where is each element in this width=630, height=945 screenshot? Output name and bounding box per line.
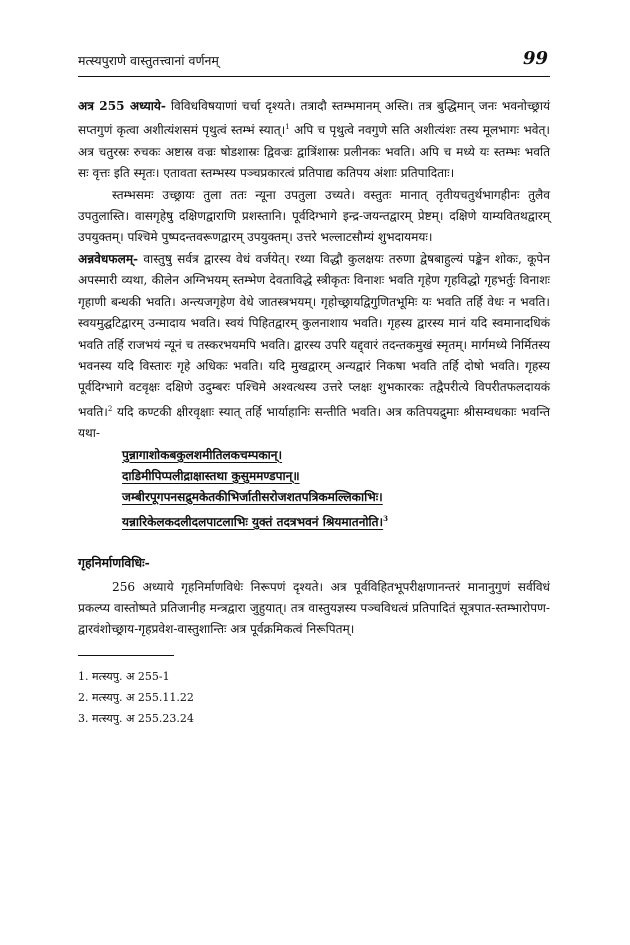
verse-line: जम्बीरपूगपनसद्रुमकेतकीभिर्जातीसरोजशतपत्रिकमल्लिकाभिः।	[122, 489, 383, 504]
footnote-marker[interactable]: 1	[285, 123, 290, 132]
running-title: मत्स्यपुराणे वास्तुतत्त्वानां वर्णनम्	[78, 53, 219, 68]
paragraph-text: वास्तुषु सर्वत्र द्वारस्य वेधं वर्जयेत्। रथ्या विद्धौ कुलक्षयः तरुणा द्वेषबाहुल्यं पङ्केन शोकः, कूपेन अपस्मारी व्यथा, कीलेन अग्निभयम् स्तम्भेण देवताविद्धे स्त्रीकृतः विनाशः भवति गृहेण गृहविद्धो गृहभर्तुः विनाशः गृहाणी बन्धकी भवति। अन्त्यजगृहेण वेधे जातस्त्रभयम्। गृहोच्छ्रायद्विगुणितभूमिः यः भवति तर्हि वेधः न भवति। स्वयमुद्घटिद्वारम् उन्मादाय भवति। स्वयं पिहितद्वारम् कुलनाशाय भवति। गृहस्य द्वारस्य मानं यदि स्वमानादधिकं भवति तर्हि राजभयं न्यूनं च तस्करभयमपि भवति। द्वारस्य उपरि यद्द्वारं तदन्तकमुखं स्मृतम्। मार्गमध्ये निर्मितस्य भवनस्य यदि विस्तारः गृहे अधिकः भवति। यदि मुखद्वारम् अन्यद्वारं निकषा भवति तर्हि दोषो भवति। गृहस्य पूर्वदिग्भागे वटवृक्षः दक्षिणे उदुम्बरः पश्चिमे अश्वत्थस्य उत्तरे प्लक्षः शुभकारकः तद्वैपरीत्ये विपरीतफलदायकं भवति।	[78, 251, 550, 419]
chapter-lead: अत्र 255 अध्याये-	[78, 99, 166, 113]
paragraph-text: अपि च पृथुत्वे नवगुणे सति अशीत्यंशः तस्य मूलभागः भवेत्। अत्र चतुरस्रः रुचकः अष्टास्र वज्रः षोडशास्रः द्विवज्रः द्वात्रिंशास्रः प्रलीनकः भवति। अपि च मध्ये यः स्तम्भः भवति सः वृत्तः इति स्मृतः। एतावता स्तम्भस्य पञ्चप्रकारत्वं प्रतिपाद्य कतिपय अंशाः प्रतिपादिताः।	[78, 123, 551, 181]
footnote: 2. मत्स्यपु. अ 255.11.22	[78, 690, 194, 704]
vedha-lead: अन्नवेधफलम्-	[78, 251, 139, 266]
paragraph-vedha	[78, 249, 550, 445]
verse-line: दाडिमीपिप्पलीद्राक्षास्तथा कुसुममण्डपान्॥	[122, 468, 300, 483]
page-number: 99	[522, 48, 548, 69]
footnote: 1. मत्स्यपु. अ 255-1	[78, 669, 170, 683]
paragraph-chapter-255	[78, 96, 550, 185]
verse-block	[122, 445, 550, 533]
footnotes	[78, 666, 550, 729]
page-body	[78, 96, 550, 729]
paragraph-text: यदि कण्टकी क्षीरवृक्षाः स्यात् तर्हि भार्याहानिः सन्तीति भवति। अत्र कतिपयद्रुमाः श्रीसम्वधकाः भवन्ति यथा-	[78, 404, 550, 441]
footnote-marker[interactable]: 2	[107, 404, 113, 413]
header-rule	[78, 76, 550, 77]
paragraph-tula: स्तम्भसमः उच्छ्रायः तुला ततः न्यूना उपतुला उच्यते। वस्तुतः मानात् तृतीयचतुर्थभागहीनः तुलैव उपतुलास्ति। वासगृहेषु दक्षिणद्वाराणि प्रशस्तानि। पूर्वदिग्भागे इन्द्र-जयन्तद्वारम् प्रेष्टम्। दक्षिणे याम्यवितथद्वारम् उपयुक्तम्। पश्चिमे पुष्पदन्तवरूणद्वारम् उपयुक्तम्। उत्तरे भल्लाटसौम्यं शुभदायमयः।	[78, 187, 550, 245]
footnote: 3. मत्स्यपु. अ 255.23.24	[78, 711, 194, 725]
footnote-marker[interactable]: 3	[383, 513, 389, 523]
footnote-rule	[78, 655, 174, 656]
section-heading: गृहनिर्माणविधिः-	[78, 554, 150, 570]
paragraph-text: विविधविषयाणां चर्चा दृश्यते। तत्रादौ स्तम्भमानम् अस्ति। तत्र बुद्धिमान् जनः भवनोच्छ्रायं सप्तगुणं कृत्वा अशीत्यंशसमं पृथुत्वं स्तम्भं स्यात्।	[78, 99, 550, 138]
paragraph-chapter-256: 256 अध्याये गृहनिर्माणविधेः निरूपणं दृश्यते। अत्र पूर्वविहितभूपरीक्षणानन्तरं मानानुगुणं सर्वविधं प्रकल्प्य वास्तोष्पते प्रतिजानीह मन्त्रद्वारा जुहुयात्। तत्र वास्तुयज्ञस्य पञ्चविधत्वं प्रतिपादितं सूत्रपात-स्तम्भारोपण-द्वारवंशोच्छ्राय-गृहप्रवेश-वास्तुशान्तिः अत्र पूर्वक्रमिकत्वं निरूपितम्।	[78, 579, 550, 637]
verse-line: पुन्नागाशोकबकुलशमीतिलकचम्पकान्।	[122, 447, 283, 462]
verse-line: यन्नारिकेलकदलीदलपाटलाभिः युक्तं तदत्रभवनं श्रियमातनोति।$^3$	[122, 513, 389, 529]
